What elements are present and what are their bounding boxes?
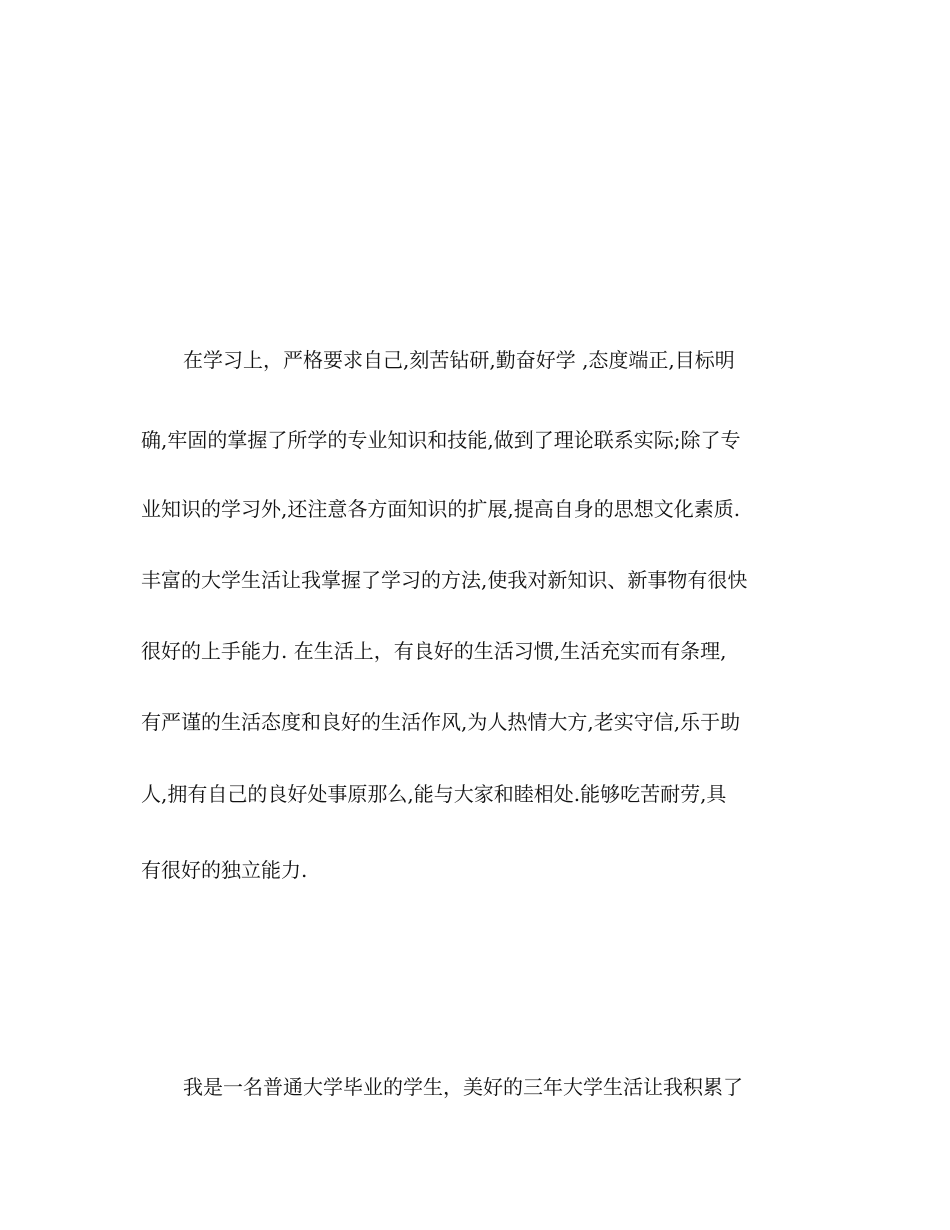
text-line: 我是一名普通大学毕业的学生，美好的三年大学生活让我积累了 (183, 1075, 743, 1099)
text-line: 有很好的独立能力. (141, 858, 308, 882)
text-line: 丰富的大学生活让我掌握了学习的方法,使我对新知识、新事物有很快 (141, 568, 748, 592)
text-line: 业知识的学习外,还注意各方面知识的扩展,提高自身的思想文化素质. (141, 497, 741, 521)
text-line: 人,拥有自己的良好处事原那么,能与大家和睦相处.能够吃苦耐劳,具 (141, 782, 727, 806)
text-line: 在学习上，严格要求自己,刻苦钻研,勤奋好学 ,态度端正,目标明 (183, 348, 735, 372)
text-line: 确,牢固的掌握了所学的专业知识和技能,做到了理论联系实际;除了专 (141, 428, 741, 452)
text-line: 很好的上手能力. 在生活上，有良好的生活习惯,生活充实而有条理, (141, 639, 727, 663)
text-line: 有严谨的生活态度和良好的生活作风,为人热情大方,老实守信,乐于助 (141, 710, 741, 734)
